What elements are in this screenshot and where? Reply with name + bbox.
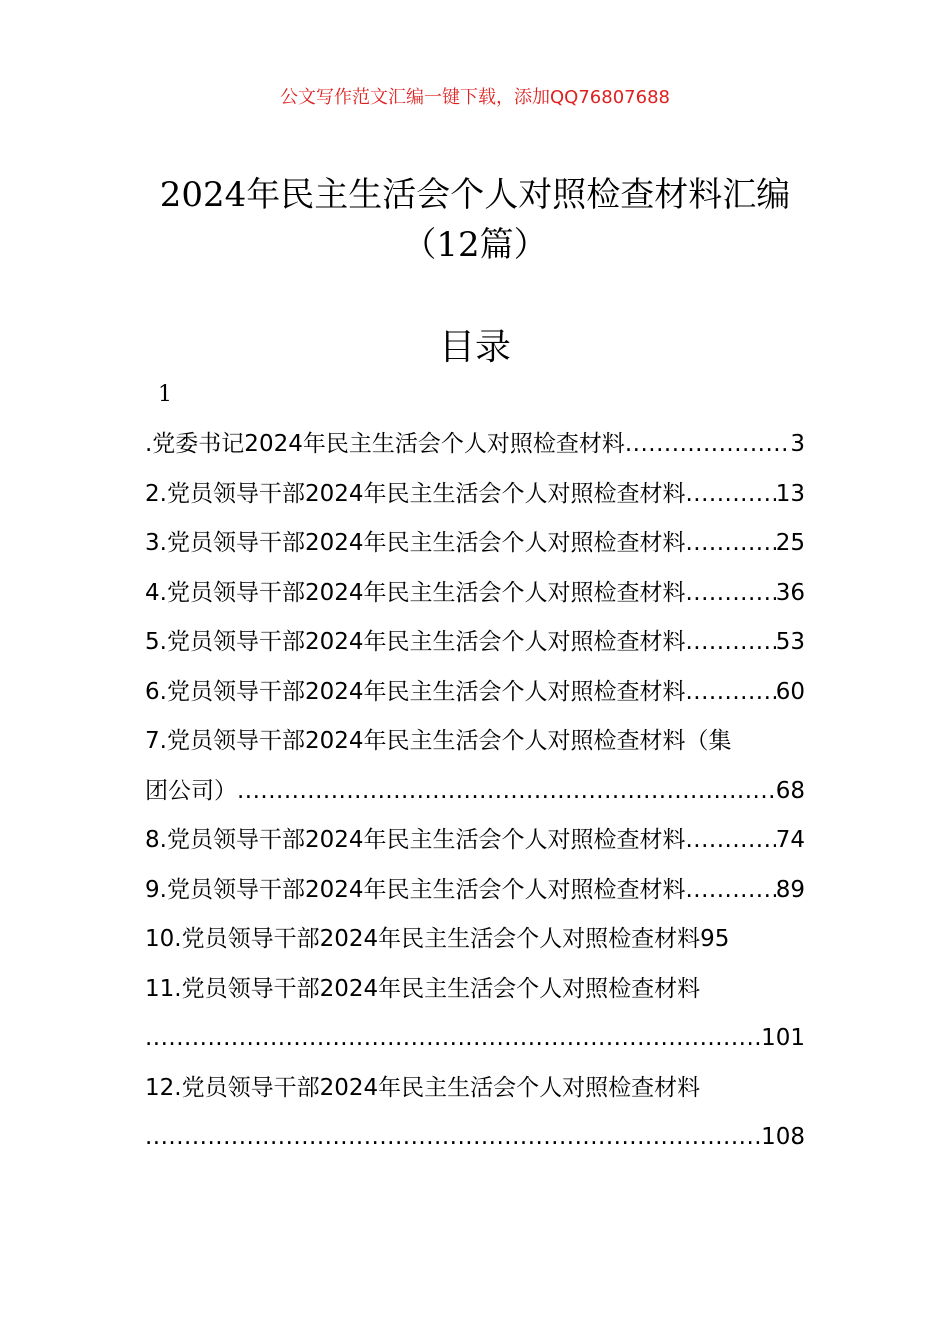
toc-entry-text: 2.党员领导干部2024年民主生活会个人对照检查材料 xyxy=(145,480,686,507)
title-line-1: 2024年民主生活会个人对照检查材料汇编 xyxy=(159,175,791,215)
toc-entry-text: 4.党员领导干部2024年民主生活会个人对照检查材料 xyxy=(145,579,686,606)
toc-entry-page: 101 xyxy=(761,1025,805,1051)
toc-entry-7-line-1[interactable] xyxy=(145,717,805,767)
toc-leader-dots xyxy=(685,618,775,668)
toc-entry-text: 9.党员领导干部2024年民主生活会个人对照检查材料 xyxy=(145,876,686,903)
toc-first-number: 1 xyxy=(158,382,172,407)
toc-entry-page: 36 xyxy=(775,579,805,606)
toc-entry-page: 108 xyxy=(761,1124,805,1150)
toc-entry-5[interactable] xyxy=(145,618,805,668)
title-line-2: （12篇） xyxy=(402,225,548,265)
toc-entry-text: 8.党员领导干部2024年民主生活会个人对照检查材料 xyxy=(145,827,686,853)
toc-entry-page: 74 xyxy=(775,827,805,853)
toc-entry-page: 53 xyxy=(775,629,805,655)
toc-leader-dots xyxy=(625,420,791,470)
table-of-contents xyxy=(145,420,805,1163)
toc-entry-page: 25 xyxy=(775,530,805,556)
toc-entry-7-line-2[interactable] xyxy=(145,767,805,817)
toc-entry-page: 89 xyxy=(775,876,805,903)
toc-entry-12-line-1[interactable] xyxy=(145,1064,805,1114)
toc-leader-dots xyxy=(685,470,775,520)
document-title xyxy=(100,170,850,270)
toc-entry-1[interactable] xyxy=(145,420,805,470)
toc-leader-dots xyxy=(145,1014,761,1064)
download-banner: 公文写作范文汇编一键下载，添加QQ76807688 xyxy=(280,87,670,108)
toc-leader-dots xyxy=(145,1113,761,1163)
toc-heading: 目录 xyxy=(438,327,511,368)
toc-leader-dots xyxy=(685,519,775,569)
toc-entry-text: 5.党员领导干部2024年民主生活会个人对照检查材料 xyxy=(145,629,686,655)
toc-entry-text: 7.党员领导干部2024年民主生活会个人对照检查材料（集 xyxy=(145,728,732,754)
toc-entry-11-line-1[interactable] xyxy=(145,965,805,1015)
toc-leader-dots xyxy=(237,767,776,817)
toc-entry-8[interactable] xyxy=(145,816,805,866)
toc-entry-11-line-2[interactable] xyxy=(145,1014,805,1064)
toc-entry-9[interactable] xyxy=(145,866,805,916)
toc-leader-dots xyxy=(685,569,775,619)
toc-entry-text: 3.党员领导干部2024年民主生活会个人对照检查材料 xyxy=(145,530,686,556)
toc-leader-dots xyxy=(685,816,775,866)
toc-entry-page: 13 xyxy=(775,480,805,507)
toc-entry-page: 68 xyxy=(775,777,805,804)
toc-entry-2[interactable] xyxy=(145,470,805,520)
toc-entry-10[interactable] xyxy=(145,915,805,965)
toc-entry-text: .党委书记2024年民主生活会个人对照检查材料 xyxy=(145,431,625,457)
toc-leader-dots xyxy=(685,668,775,718)
toc-leader-dots xyxy=(685,866,775,916)
toc-entry-page: 60 xyxy=(775,678,805,705)
toc-entry-text: 团公司） xyxy=(145,777,237,804)
toc-entry-page: 3 xyxy=(790,431,805,457)
toc-entry-4[interactable] xyxy=(145,569,805,619)
toc-entry-text: 6.党员领导干部2024年民主生活会个人对照检查材料 xyxy=(145,678,686,705)
toc-entry-12-line-2[interactable] xyxy=(145,1113,805,1163)
toc-entry-6[interactable] xyxy=(145,668,805,718)
toc-entry-text: 11.党员领导干部2024年民主生活会个人对照检查材料 xyxy=(145,975,701,1002)
toc-entry-text: 10.党员领导干部2024年民主生活会个人对照检查材料95 xyxy=(145,926,730,952)
toc-entry-text: 12.党员领导干部2024年民主生活会个人对照检查材料 xyxy=(145,1074,701,1101)
toc-entry-3[interactable] xyxy=(145,519,805,569)
